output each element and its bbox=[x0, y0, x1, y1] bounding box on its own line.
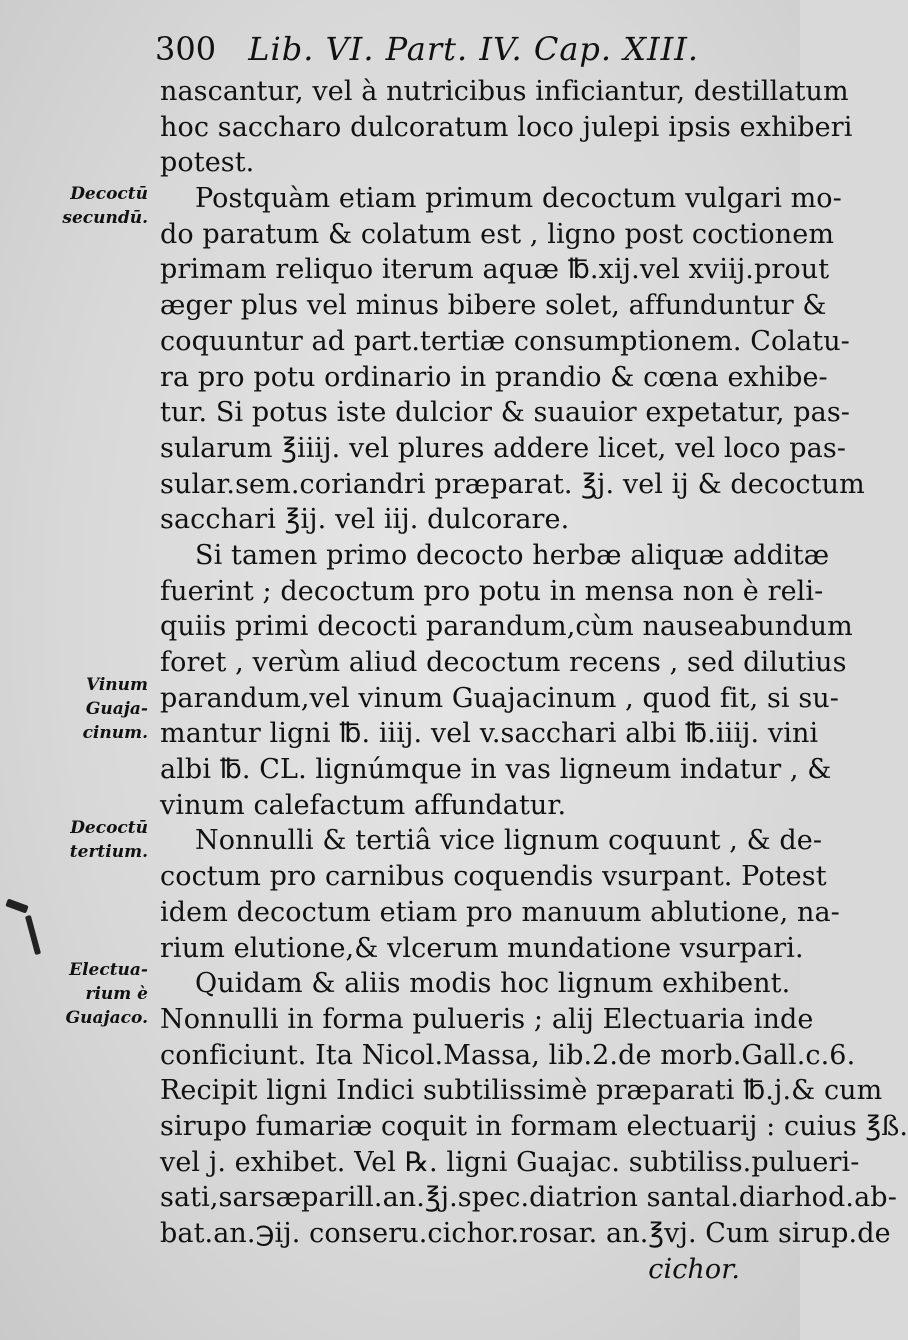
text-line: do paratum & colatum est , ligno post coctionem bbox=[160, 218, 835, 250]
text-line: rium elutione,& vlcerum mundatione vsurpari. bbox=[160, 932, 804, 964]
margin-note-line: Guaja- bbox=[85, 699, 148, 719]
text-line: bat.an.℈ij. conseru.cichor.rosar. an.℥vj. Cum sirup.de bbox=[160, 1218, 891, 1249]
text-line: albi ℔. CL. lignúmque in vas ligneum indatur , & bbox=[160, 754, 832, 786]
text-line: primam reliquo iterum aquæ ℔.xij.vel xviij.prout bbox=[160, 254, 830, 286]
text-line: mantur ligni ℔. iiij. vel v.sacchari albi ℔.iiij. vini bbox=[160, 718, 819, 750]
text-line: Nonnulli in forma pulueris ; alij Electuaria inde bbox=[160, 1003, 814, 1035]
text-line: hoc saccharo dulcoratum loco julepi ipsis exhiberi bbox=[160, 111, 853, 143]
margin-note-electuarium bbox=[58, 958, 148, 1030]
text-line: coquuntur ad part.tertiæ consumptionem. Colatu- bbox=[160, 325, 850, 357]
text-line: nascantur, vel à nutricibus inficiantur, destillatum bbox=[160, 76, 849, 107]
margin-note-decoctum-tertium bbox=[58, 816, 148, 864]
text-line: æger plus vel minus bibere solet, affunduntur & bbox=[160, 290, 827, 322]
text-line: sularum ℥iiij. vel plures addere licet, vel loco pas- bbox=[160, 432, 847, 464]
margin-note-line: Vinum bbox=[85, 675, 148, 695]
text-line: coctum pro carnibus coquendis vsurpant. Potest bbox=[160, 861, 827, 893]
text-line: idem decoctum etiam pro manuum ablutione, na- bbox=[160, 896, 840, 928]
text-line: fuerint ; decoctum pro potu in mensa non è reli- bbox=[160, 575, 824, 607]
page-number: 300 bbox=[155, 30, 217, 68]
catchword-line: cichor. bbox=[648, 1253, 740, 1285]
text-line: conficiunt. Ita Nicol.Massa, lib.2.de morb.Gall.c.6. bbox=[160, 1039, 856, 1071]
running-header bbox=[155, 30, 775, 70]
text-line: sular.sem.coriandri præparat. ℥j. vel ij & decoctum bbox=[160, 468, 865, 500]
text-line: sirupo fumariæ coquit in formam electuarij : cuius ℥ß. bbox=[160, 1110, 908, 1142]
margin-note-line: cinum. bbox=[82, 723, 148, 743]
main-text bbox=[160, 74, 908, 1287]
text-line: sati,sarsæparill.an.℥j.spec.diatrion santal.diarhod.ab- bbox=[160, 1182, 897, 1214]
margin-note-vinum-guajacinum bbox=[58, 673, 148, 745]
text-line: tur. Si potus iste dulcior & suauior expetatur, pas- bbox=[160, 397, 851, 429]
margin-note-line: Electua- bbox=[69, 960, 148, 980]
running-title: Lib. VI. Part. IV. Cap. XIII. bbox=[248, 30, 700, 68]
margin-note-decoctum-secundum bbox=[58, 182, 148, 230]
text-line: sacchari ℥ij. vel iij. dulcorare. bbox=[160, 504, 570, 536]
margin-note-line: Decoctū bbox=[70, 818, 148, 838]
text-line: potest. bbox=[160, 147, 255, 179]
text-line: parandum,vel vinum Guajacinum , quod fit, si su- bbox=[160, 682, 840, 714]
margin-note-line: Decoctū bbox=[70, 184, 148, 204]
ink-smudge bbox=[25, 915, 41, 955]
text-line: vel j. exhibet. Vel ℞. ligni Guajac. subtiliss.pulueri- bbox=[160, 1146, 860, 1178]
paragraph-start: Nonnulli & tertiâ vice lignum coquunt , & de- bbox=[195, 825, 823, 857]
margin-note-line: Guajaco. bbox=[65, 1008, 148, 1028]
margin-note-line: secundū. bbox=[62, 208, 148, 228]
ink-smudge bbox=[5, 898, 28, 913]
text-line: ra pro potu ordinario in prandio & cœna exhibe- bbox=[160, 361, 828, 393]
paragraph-start: Postquàm etiam primum decoctum vulgari mo- bbox=[195, 183, 842, 215]
text-line: Recipit ligni Indici subtilissimè præparati ℔.j.& cum bbox=[160, 1075, 883, 1107]
text-line: foret , verùm aliud decoctum recens , sed dilutius bbox=[160, 647, 847, 678]
text-line: vinum calefactum affundatur. bbox=[160, 789, 567, 821]
margin-note-line: rium è bbox=[85, 984, 148, 1004]
paragraph-start: Si tamen primo decocto herbæ aliquæ additæ bbox=[195, 539, 830, 571]
margin-note-line: tertium. bbox=[69, 842, 148, 862]
paragraph-start: Quidam & aliis modis hoc lignum exhibent. bbox=[195, 968, 791, 1000]
text-line: quiis primi decocti parandum,cùm nauseabundum bbox=[160, 611, 853, 643]
